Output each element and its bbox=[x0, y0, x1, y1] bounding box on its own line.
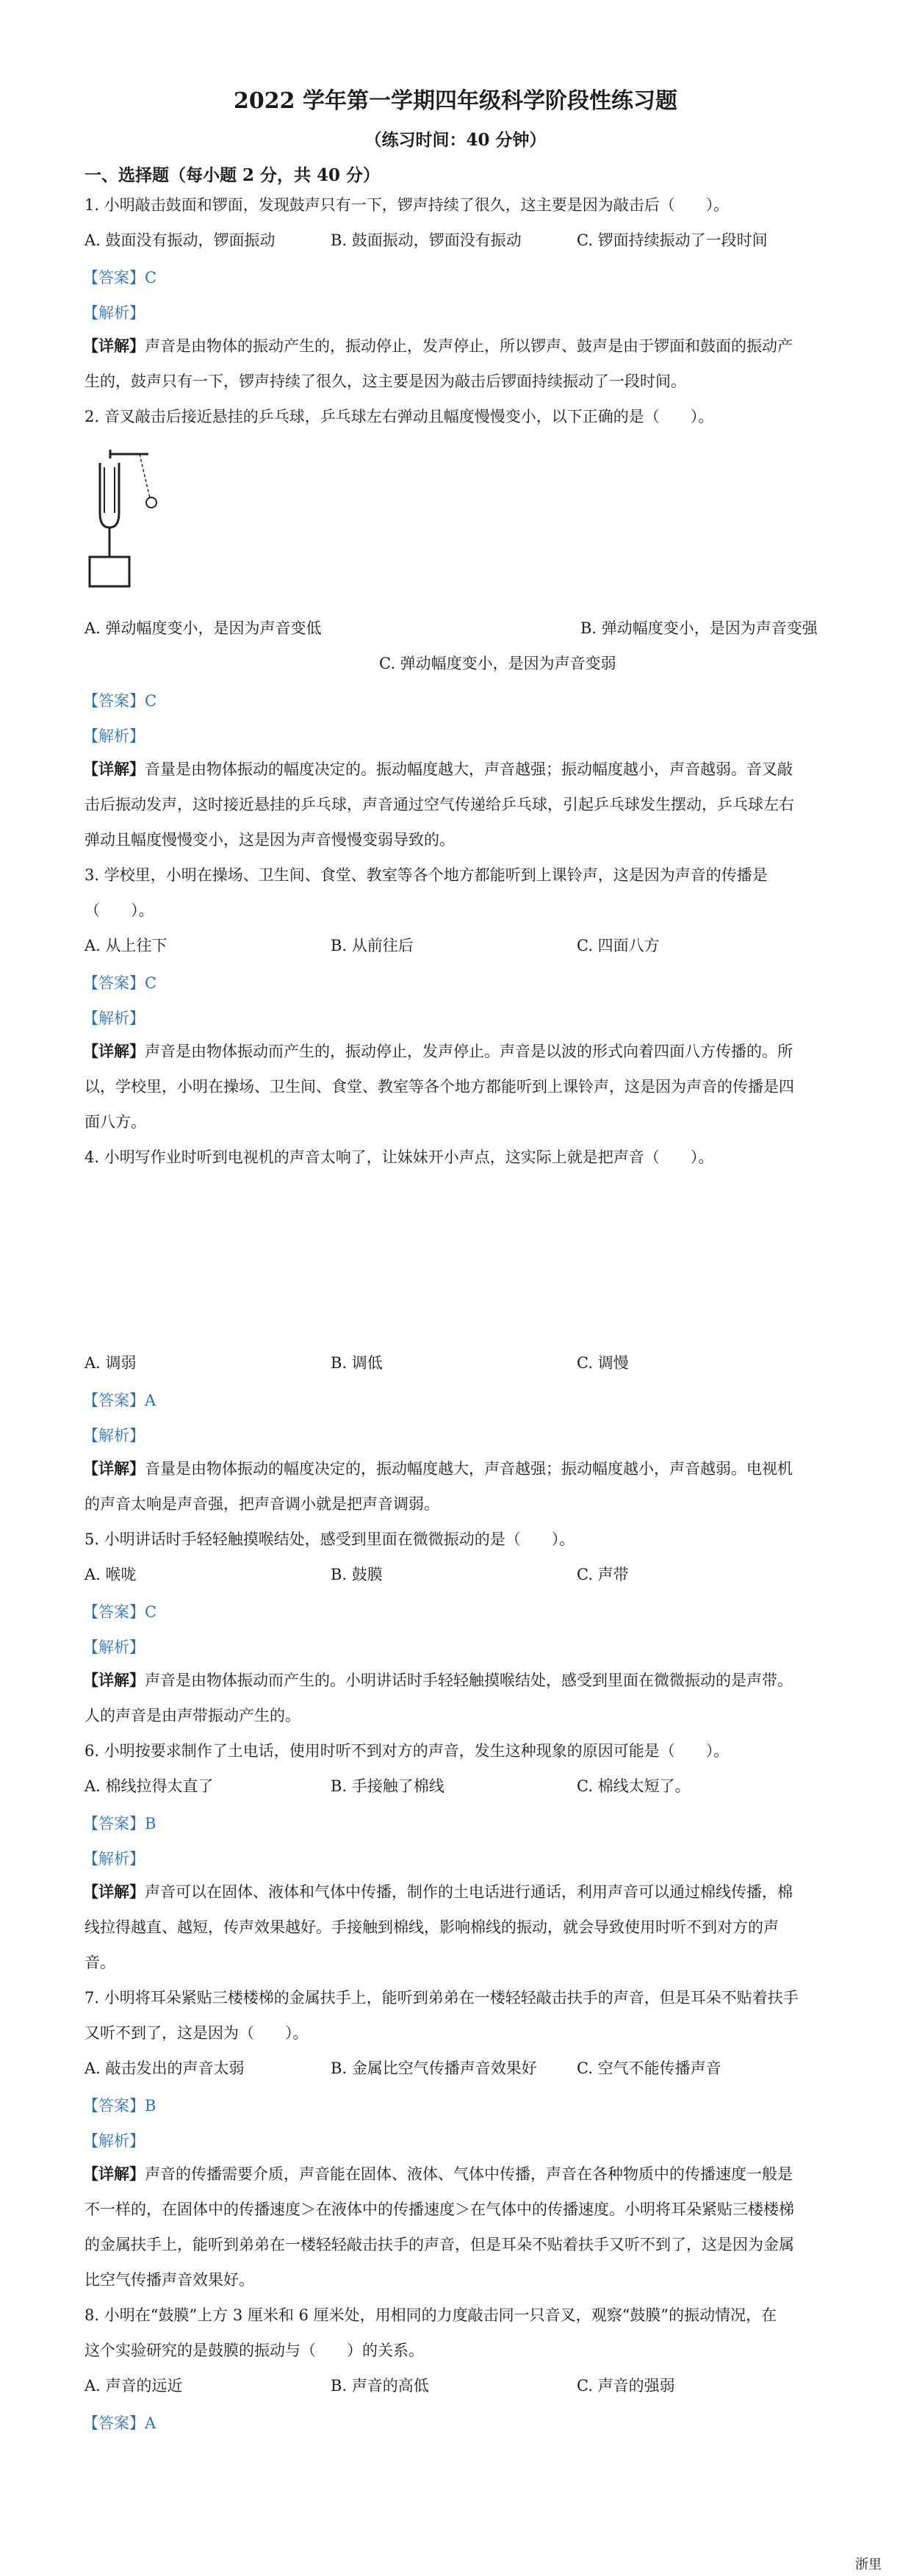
answer-line bbox=[83, 2094, 156, 2116]
answer-label: 【答案】 bbox=[83, 269, 145, 287]
question-stem: 4. 小明写作业时听到电视机的声音太响了，让妹妹开小声点，这实际上就是把声音（ ）。 bbox=[84, 1148, 714, 1166]
detail-line: 【详解】音量是由物体振动的幅度决定的。振动幅度越大，声音越强；振动幅度越小，声音越弱。音叉敲 bbox=[83, 760, 793, 778]
detail-line: 线拉得越直、越短，传声效果越好。手接触到棉线，影响棉线的振动，就会导致使用时听不到对方的声 bbox=[84, 1918, 779, 1936]
option-b: B. 调低 bbox=[331, 1354, 383, 1372]
answer-value: A bbox=[145, 1392, 156, 1409]
option-c: C. 空气不能传播声音 bbox=[577, 2059, 721, 2077]
detail-line: 【详解】声音是由物体振动而产生的，振动停止，发声停止。声音是以波的形式向着四面八方传播的。所 bbox=[83, 1042, 793, 1060]
question-stem: 5. 小明讲话时手轻轻触摸喉结处，感受到里面在微微振动的是（ ）。 bbox=[84, 1530, 575, 1548]
option-a: A. 喉咙 bbox=[84, 1566, 137, 1583]
answer-label: 【答案】 bbox=[83, 1815, 145, 1832]
answer-line bbox=[83, 971, 156, 993]
answer-label: 【答案】 bbox=[83, 1392, 145, 1409]
detail-line: 比空气传播声音效果好。 bbox=[84, 2271, 254, 2289]
answer-line bbox=[83, 2411, 156, 2433]
option-c: C. 棉线太短了。 bbox=[577, 1777, 691, 1795]
answer-line bbox=[83, 689, 156, 711]
detail-label: 【详解】 bbox=[83, 760, 145, 778]
option-b: B. 弹动幅度变小，是因为声音变强 bbox=[580, 619, 818, 637]
question-stem: 6. 小明按要求制作了土电话，使用时听不到对方的声音，发生这种现象的原因可能是（ ）。 bbox=[84, 1742, 730, 1760]
question-stem: 2. 音叉敲击后接近悬挂的乒乓球，乒乓球左右弹动且幅度慢慢变小，以下正确的是（ ）。 bbox=[84, 408, 714, 425]
option-c: C. 声带 bbox=[577, 1566, 629, 1583]
option-a: A. 弹动幅度变小，是因为声音变低 bbox=[84, 619, 322, 637]
analysis-label: 【解析】 bbox=[83, 727, 145, 745]
detail-line: 音。 bbox=[84, 1954, 115, 1971]
detail-label: 【详解】 bbox=[83, 1882, 145, 1901]
option-a: A. 鼓面没有振动，锣面振动 bbox=[84, 231, 276, 249]
detail-line: 生的，鼓声只有一下，锣声持续了很久，这主要是因为敲击后锣面持续振动了一段时间。 bbox=[84, 373, 686, 390]
detail-label: 【详解】 bbox=[83, 1459, 145, 1478]
analysis-label: 【解析】 bbox=[83, 1427, 145, 1444]
option-b: B. 金属比空气传播声音效果好 bbox=[331, 2059, 537, 2077]
detail-line: 【详解】音量是由物体振动的幅度决定的，振动幅度越大，声音越强；振动幅度越小，声音越弱。电视机 bbox=[83, 1459, 793, 1478]
question-stem: 又听不到了，这是因为（ ）。 bbox=[84, 2024, 309, 2042]
page-subtitle: （练习时间：40 分钟） bbox=[364, 130, 547, 150]
option-b: B. 声音的高低 bbox=[331, 2377, 429, 2395]
answer-value: C bbox=[145, 974, 157, 992]
detail-line: 的金属扶手上，能听到弟弟在一楼轻轻敲击扶手的声音，但是耳朵不贴着扶手又听不到了，这是因为金属 bbox=[84, 2236, 794, 2253]
option-c: C. 声音的强弱 bbox=[577, 2377, 675, 2395]
answer-line bbox=[83, 266, 156, 288]
option-b: B. 从前往后 bbox=[331, 937, 414, 954]
answer-label: 【答案】 bbox=[83, 2097, 145, 2115]
answer-label: 【答案】 bbox=[83, 974, 145, 992]
detail-line: 以，学校里，小明在操场、卫生间、食堂、教室等各个地方都能听到上课铃声，这是因为声音的传播是四 bbox=[84, 1078, 794, 1095]
answer-label: 【答案】 bbox=[83, 2414, 145, 2432]
detail-line: 不一样的，在固体中的传播速度＞在液体中的传播速度＞在气体中的传播速度。小明将耳朵紧贴三楼楼梯 bbox=[84, 2201, 794, 2218]
analysis-label: 【解析】 bbox=[83, 1010, 145, 1027]
answer-line bbox=[83, 1812, 156, 1834]
detail-line: 【详解】声音的传播需要介质，声音能在固体、液体、气体中传播，声音在各种物质中的传播速度一般是 bbox=[83, 2165, 793, 2183]
page-title: 2022 学年第一学期四年级科学阶段性练习题 bbox=[234, 88, 677, 114]
option-a: A. 声音的远近 bbox=[84, 2377, 183, 2395]
section-heading: 一、选择题（每小题 2 分，共 40 分） bbox=[84, 165, 381, 185]
answer-line bbox=[83, 1600, 156, 1622]
detail-line: 的声音太响是声音强，把声音调小就是把声音调弱。 bbox=[84, 1495, 439, 1513]
answer-label: 【答案】 bbox=[83, 1603, 145, 1621]
option-a: A. 敲击发出的声音太弱 bbox=[84, 2059, 245, 2077]
detail-label: 【详解】 bbox=[83, 2165, 145, 2183]
question-stem: 3. 学校里，小明在操场、卫生间、食堂、教室等各个地方都能听到上课铃声，这是因为声音的传播是 bbox=[84, 866, 768, 884]
option-b: B. 手接触了棉线 bbox=[331, 1777, 444, 1795]
question-stem: 7. 小明将耳朵紧贴三楼楼梯的金属扶手上，能听到弟弟在一楼轻轻敲击扶手的声音，但是耳朵不贴着扶手 bbox=[84, 1989, 799, 2007]
question-stem: 1. 小明敲击鼓面和锣面，发现鼓声只有一下，锣声持续了很久，这主要是因为敲击后（ ）。 bbox=[84, 196, 730, 214]
detail-line: 击后振动发声，这时接近悬挂的乒乓球，声音通过空气传递给乒乓球，引起乒乓球发生摆动，乒乓球左右 bbox=[84, 796, 794, 813]
detail-line: 【详解】声音是由物体的振动产生的，振动停止，发声停止，所以锣声、鼓声是由于锣面和鼓面的振动产 bbox=[83, 337, 793, 355]
detail-line: 面八方。 bbox=[84, 1113, 146, 1131]
option-b: B. 鼓膜 bbox=[331, 1566, 383, 1583]
detail-label: 【详解】 bbox=[83, 337, 145, 355]
detail-line: 弹动且幅度慢慢变小，这是因为声音慢慢变弱导致的。 bbox=[84, 831, 455, 849]
question-stem: 8. 小明在“鼓膜”上方 3 厘米和 6 厘米处，用相同的力度敲击同一只音叉，观察“鼓膜”的振动情况，在 bbox=[84, 2306, 777, 2324]
option-c: C. 四面八方 bbox=[577, 937, 660, 954]
option-a: A. 从上往下 bbox=[84, 937, 168, 954]
option-a: A. 调弱 bbox=[84, 1354, 137, 1372]
page-footer: 浙里 bbox=[855, 2557, 882, 2572]
answer-value: C bbox=[145, 692, 157, 710]
answer-label: 【答案】 bbox=[83, 692, 145, 710]
answer-value: C bbox=[145, 1603, 157, 1621]
analysis-label: 【解析】 bbox=[83, 304, 145, 322]
answer-line bbox=[83, 1389, 156, 1411]
option-a: A. 棉线拉得太直了 bbox=[84, 1777, 214, 1795]
analysis-label: 【解析】 bbox=[83, 1850, 145, 1868]
option-c: C. 调慢 bbox=[577, 1354, 629, 1372]
answer-value: B bbox=[145, 2097, 156, 2115]
answer-value: B bbox=[145, 1815, 156, 1832]
tuning-fork-figure bbox=[87, 448, 168, 595]
question-stem: （ ）。 bbox=[84, 902, 154, 919]
detail-line: 【详解】声音可以在固体、液体和气体中传播，制作的土电话进行通话，利用声音可以通过棉线传播，棉 bbox=[83, 1882, 793, 1901]
analysis-label: 【解析】 bbox=[83, 2132, 145, 2150]
question-stem: 这个实验研究的是鼓膜的振动与（ ）的关系。 bbox=[84, 2342, 424, 2359]
detail-label: 【详解】 bbox=[83, 1042, 145, 1060]
answer-value: A bbox=[145, 2414, 156, 2432]
answer-value: C bbox=[145, 269, 157, 287]
detail-line: 人的声音是由声带振动产生的。 bbox=[84, 1707, 300, 1724]
option-b: B. 鼓面振动，锣面没有振动 bbox=[331, 231, 522, 249]
option-c: C. 弹动幅度变小，是因为声音变弱 bbox=[379, 655, 616, 672]
analysis-label: 【解析】 bbox=[83, 1638, 145, 1656]
option-c: C. 锣面持续振动了一段时间 bbox=[577, 231, 768, 249]
detail-label: 【详解】 bbox=[83, 1671, 145, 1689]
detail-line: 【详解】声音是由物体振动而产生的。小明讲话时手轻轻触摸喉结处，感受到里面在微微振动的是声带。 bbox=[83, 1671, 793, 1689]
